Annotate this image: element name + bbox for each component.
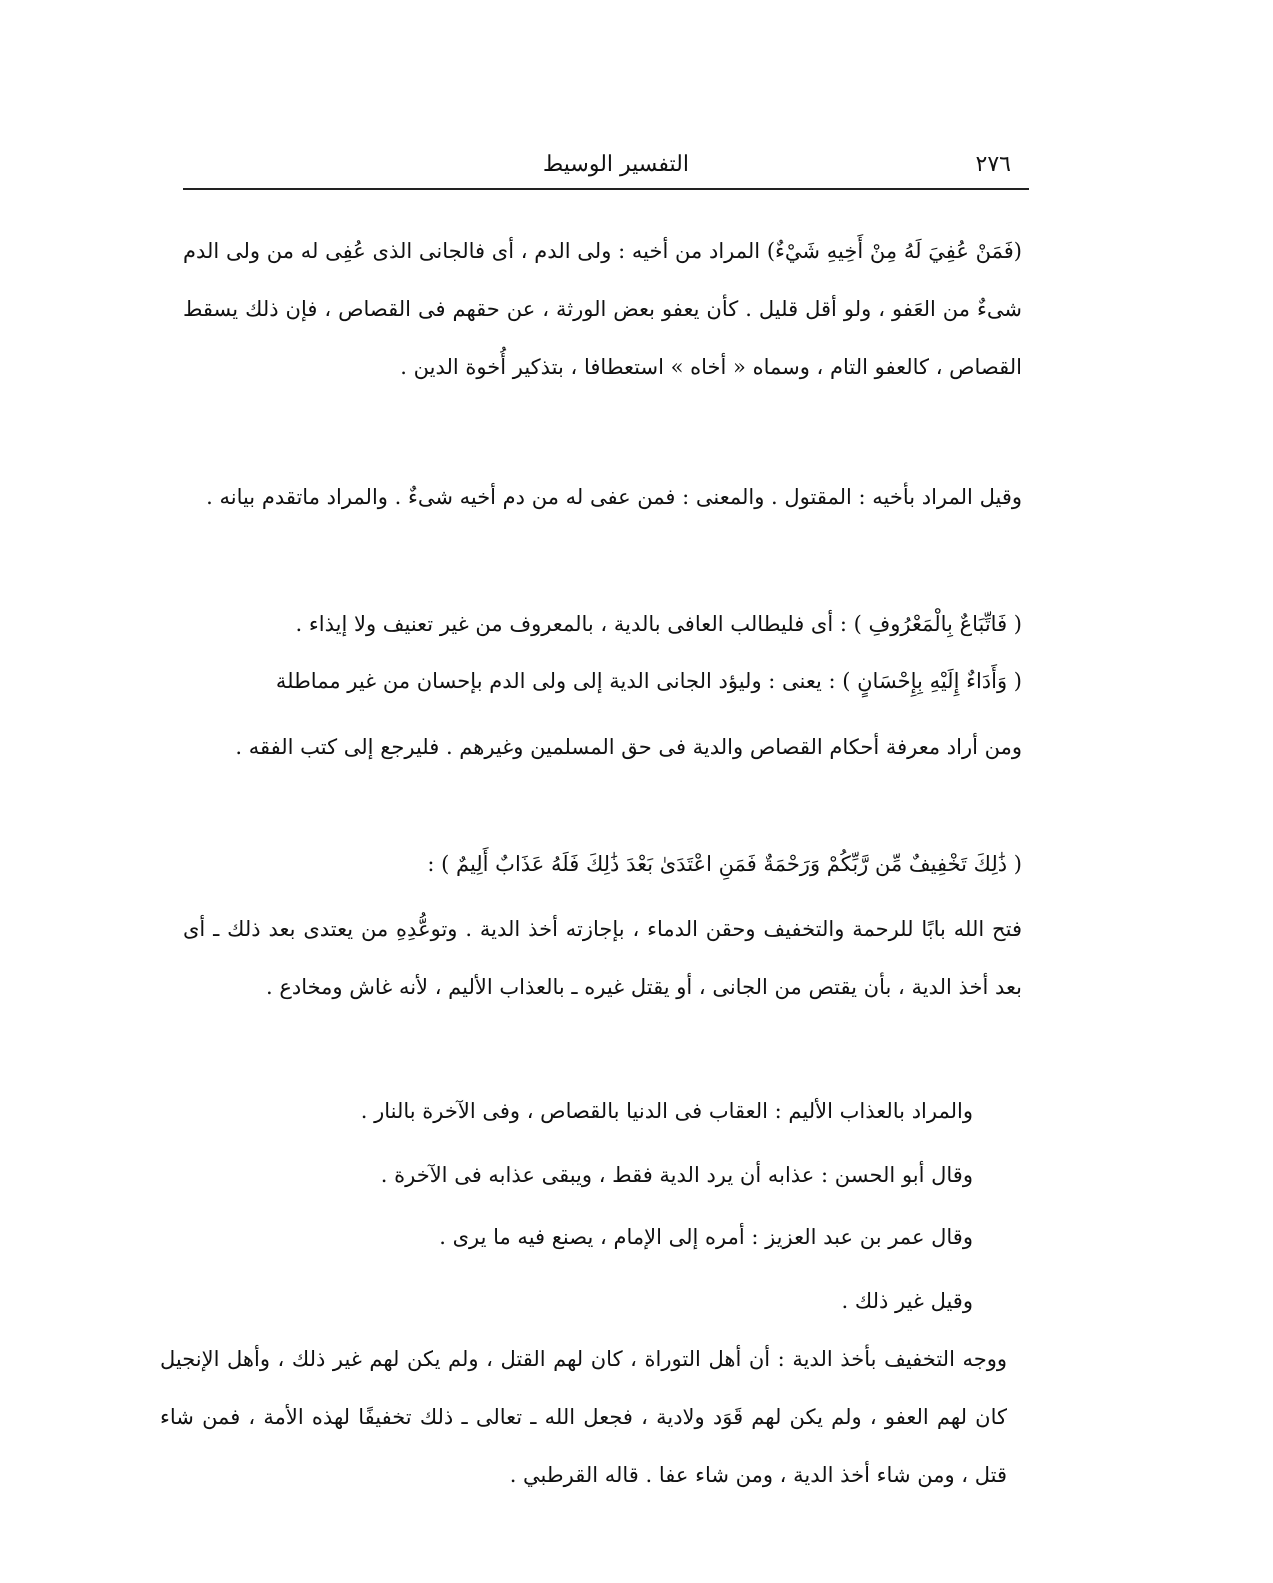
paragraph-10: وقال عمر بن عبد العزيز : أمره إلى الإمام ، يصنع فيه ما يرى . [439, 1225, 973, 1249]
paragraph-4: ( وَأَدَاءٌ إِلَيْهِ بِإِحْسَانٍ ) : يعنى : وليؤد الجانى الدية إلى ولى الدم بإحسان من غير مماطلة [275, 669, 1022, 693]
paragraph-12: ووجه التخفيف بأخذ الدية : أن أهل التوراة ، كان لهم القتل ، ولم يكن لهم غير ذلك ، وأهل الإنجيل كان لهم العفو ، ولم يكن لهم قَوَد ولادية ، فجعل الله ـ تعالى ـ ذلك تخفيفًا لهذه الأمة ، فمن شاء قتل ، ومن شاء أخذ الدية ، ومن شاء عفا . قاله القرطبي . [160, 1347, 1007, 1487]
paragraph-5: ومن أراد معرفة أحكام القصاص والدية فى حق المسلمين وغيرهم . فليرجع إلى كتب الفقه . [235, 735, 1022, 759]
paragraph-1: (فَمَنْ عُفِيَ لَهُ مِنْ أَخِيهِ شَيْءٌ) المراد من أخيه : ولى الدم ، أى فالجانى الذى عُفِى له من ولى الدم شىءٌ من العَفو ، ولو أقل قليل . كأن يعفو بعض الورثة ، عن حقهم فى القصاص ، فإن ذلك يسقط القصاص ، كالعفو التام ، وسماه « أخاه » استعطافا ، بتذكير أُخوة الدين . [183, 239, 1022, 379]
paragraph-2: وقيل المراد بأخيه : المقتول . والمعنى : فمن عفى له من دم أخيه شىءٌ . والمراد ماتقدم بيانه . [206, 485, 1022, 509]
paragraph-9: وقال أبو الحسن : عذابه أن يرد الدية فقط ، ويبقى عذابه فى الآخرة . [380, 1163, 973, 1187]
paragraph-6: ( ذَٰلِكَ تَخْفِيفٌ مِّن رَّبِّكُمْ وَرَحْمَةٌ فَمَنِ اعْتَدَىٰ بَعْدَ ذَٰلِكَ فَلَهُ عَذَابٌ أَلِيمٌ ) : [427, 852, 1022, 876]
page-number: ٢٧٦ [975, 152, 1011, 177]
paragraph-11: وقيل غير ذلك . [841, 1289, 973, 1313]
header-divider [183, 188, 1029, 190]
page-header [183, 150, 1029, 188]
paragraph-3: ( فَاتِّبَاعٌ بِالْمَعْرُوفِ ) : أى فليطالب العافى بالدية ، بالمعروف من غير تعنيف ولا إيذاء . [295, 612, 1022, 636]
running-title: التفسير الوسيط [542, 152, 689, 177]
paragraph-8: والمراد بالعذاب الأليم : العقاب فى الدنيا بالقصاص ، وفى الآخرة بالنار . [360, 1099, 973, 1123]
paragraph-7: فتح الله بابًا للرحمة والتخفيف وحقن الدماء ، بإجازته أخذ الدية . وتوعُّدِهِ من يعتدى بعد ذلك ـ أى بعد أخذ الدية ، بأن يقتص من الجانى ، أو يقتل غيره ـ بالعذاب الأليم ، لأنه غاش ومخادع . [183, 917, 1022, 999]
